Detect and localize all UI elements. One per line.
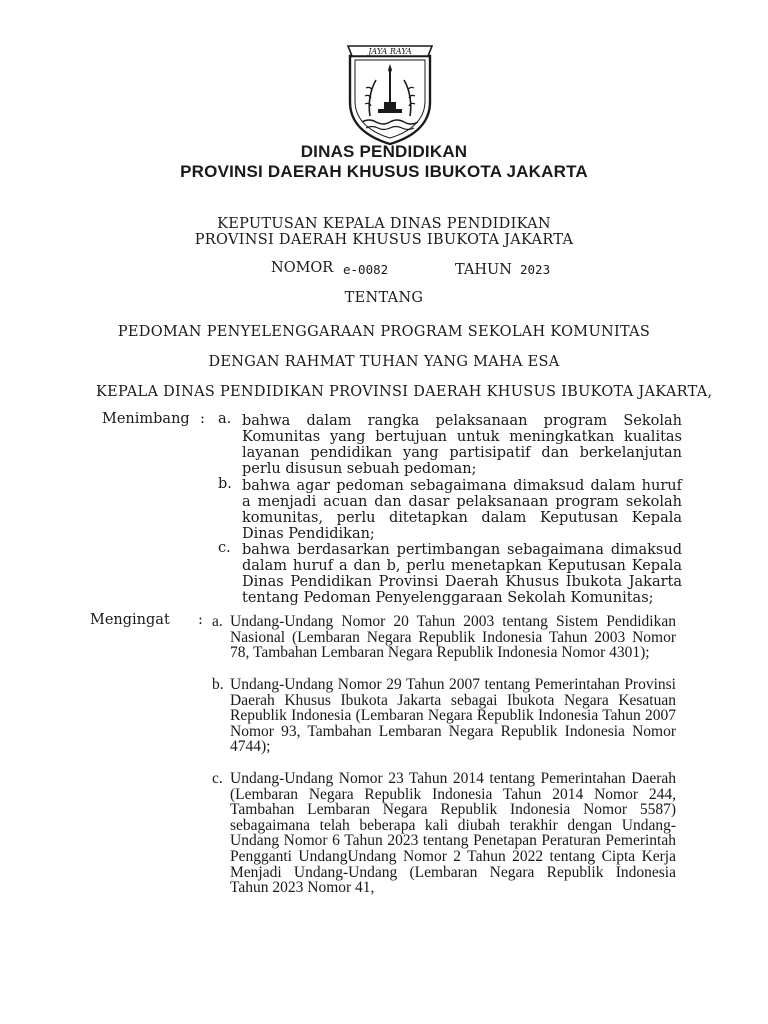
menimbang-item-marker: b. (218, 476, 232, 492)
menimbang-item-text: bahwa berdasarkan pertimbangan sebagaimana dimaksud dalam huruf a dan b, perlu menetapkan Keputusan Kepala Dinas Pendidikan Provinsi Daerah Khusus Ibukota Jakarta tentang Pedoman Penyelenggaraan Sekolah Komunitas; (242, 542, 682, 606)
menimbang-item-marker: c. (218, 540, 231, 556)
nomor-label: NOMOR (271, 260, 334, 276)
menimbang-item-marker: a. (218, 411, 232, 427)
decree-subject: PEDOMAN PENYELENGGARAAN PROGRAM SEKOLAH KOMUNITAS (117, 324, 651, 340)
mengingat-item-text: Undang-Undang Nomor 29 Tahun 2007 tentang Pemerintahan Provinsi Daerah Khusus Ibukota Jakarta sebagai Ibukota Negara Kesatuan Republik Indonesia (Lembaran Negara Republik Indonesia Tahun 2007 Nomor 93, Tambahan Lembaran Negara Republik Indonesia Nomor 4744); (230, 676, 676, 756)
official-title: KEPALA DINAS PENDIDIKAN PROVINSI DAERAH KHUSUS IBUKOTA JAKARTA, (96, 384, 713, 400)
menimbang-label: Menimbang (102, 411, 190, 427)
menimbang-colon: : (200, 411, 205, 427)
tentang-heading: TENTANG (344, 290, 424, 306)
mengingat-colon: : (198, 612, 203, 628)
province-name: PROVINSI DAERAH KHUSUS IBUKOTA JAKARTA (180, 162, 588, 181)
decree-title-line1: KEPUTUSAN KEPALA DINAS PENDIDIKAN (217, 216, 551, 232)
invocation: DENGAN RAHMAT TUHAN YANG MAHA ESA (208, 354, 560, 370)
decree-title-line2: PROVINSI DAERAH KHUSUS IBUKOTA JAKARTA (194, 232, 574, 248)
mengingat-item-text: Undang-Undang Nomor 23 Tahun 2014 tentang Pemerintahan Daerah (Lembaran Negara Republik Indonesia Tahun 2014 Nomor 244, Tambahan Lembaran Negara Republik Indonesia Nomor 5587) sebagaimana telah beberapa kali diubah terakhir dengan Undang-Undang Nomor 6 Tahun 2023 tentang Penetapan Peraturan Pemerintah Pengganti UndangUndang Nomor 2 Tahun 2022 tentang Cipta Kerja Menjadi Undang-Undang (Lembaran Negara Republik Indonesia Tahun 2023 Nomor 41, (230, 770, 676, 897)
menimbang-item-text: bahwa dalam rangka pelaksanaan program Sekolah Komunitas yang bertujuan untuk meningkatkan kualitas layanan pendidikan yang partisipatif dan berkelanjutan perlu disusun sebuah pedoman; (242, 413, 682, 477)
menimbang-item-text: bahwa agar pedoman sebagaimana dimaksud dalam huruf a menjadi acuan dan dasar pelaksanaan program sekolah komunitas, perlu ditetapkan dalam Keputusan Kepala Dinas Pendidikan; (242, 478, 682, 542)
tahun-value: 2023 (520, 262, 551, 277)
jakarta-coat-of-arms-logo (344, 42, 436, 146)
mengingat-item-marker: b. (212, 676, 224, 693)
mengingat-item-marker: c. (212, 770, 223, 787)
mengingat-item-marker: a. (212, 613, 223, 630)
tahun-label: TAHUN (455, 262, 512, 278)
mengingat-item-text: Undang-Undang Nomor 20 Tahun 2003 tentang Sistem Pendidikan Nasional (Lembaran Negara Republik Indonesia Tahun 2003 Nomor 78, Tambahan Lembaran Negara Republik Indonesia Nomor 4301); (230, 613, 676, 662)
mengingat-label: Mengingat (90, 612, 170, 628)
crest-banner-text: JAYA RAYA (368, 47, 412, 56)
agency-name: DINAS PENDIDIKAN (300, 142, 468, 161)
nomor-value: e-0082 (343, 262, 389, 277)
